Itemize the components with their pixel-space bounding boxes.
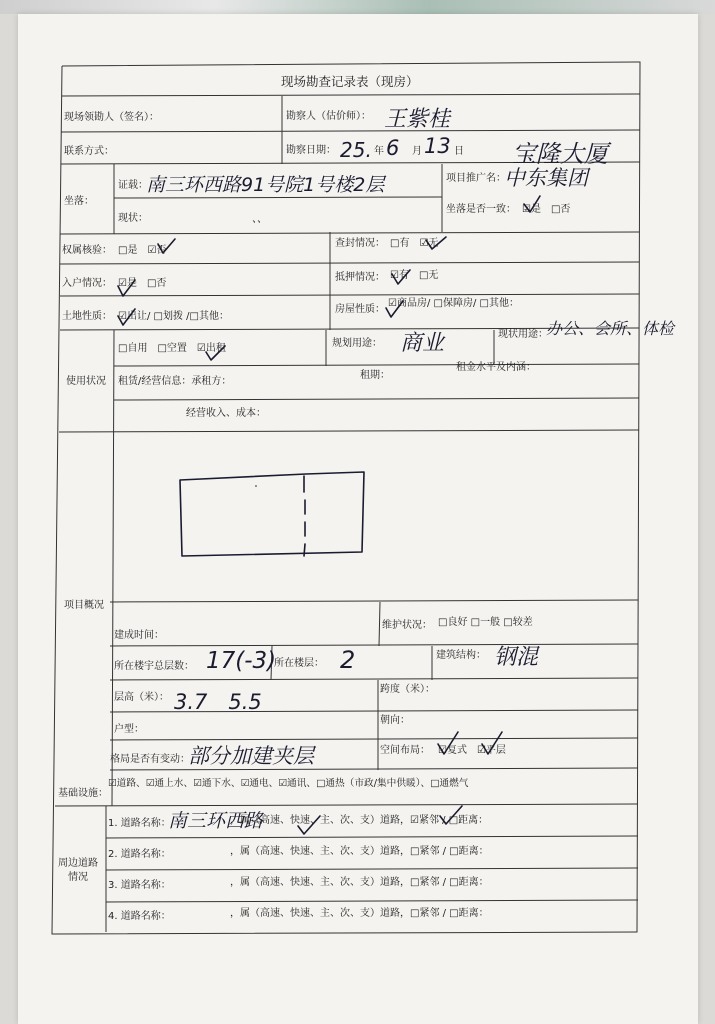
- road-2-prefix: 2. 道路名称：: [108, 849, 171, 860]
- survey-year: 25.: [340, 138, 372, 162]
- roads-label-line1: 周边道路: [58, 858, 98, 869]
- surveyor-signature: 王紫桂: [384, 107, 451, 132]
- operating-income-label: 经营收入、成本：: [186, 408, 266, 419]
- road-1-suffix: ，属（高速、快速、主、次、支）道路，☑紧邻 / □距离：: [230, 815, 489, 826]
- current-use-label: 现状用途：: [498, 329, 548, 340]
- maintenance-options: □良好 □一般 □较差: [438, 617, 533, 628]
- infrastructure-label: 基础设施：: [58, 788, 108, 799]
- structure-value: 钢混: [494, 645, 539, 670]
- road-4-suffix: ，属（高速、快速、主、次、支）道路，□紧邻 / □距离：: [230, 908, 489, 919]
- location-consistent-options: ☑是 □否: [522, 204, 571, 215]
- entry-status-label: 入户情况：: [62, 278, 112, 289]
- form-title: 现场勘查记录表（现房）: [281, 74, 419, 89]
- floor-value: 2: [340, 646, 356, 674]
- space-layout-options: ☑复式 ☑平层: [438, 745, 506, 756]
- ownership-label: 权属核验：: [62, 245, 112, 256]
- seal-status-options: □有 ☑无: [390, 238, 439, 249]
- location-label: 坐落：: [64, 196, 94, 207]
- current-use-value: 办公、会所、体检: [546, 319, 675, 338]
- road-2-suffix: ，属（高速、快速、主、次、支）道路，□紧邻 / □距离：: [230, 846, 489, 857]
- planned-use-value: 商业: [400, 331, 445, 356]
- location-consistent-label: 坐落是否一致：: [446, 204, 516, 215]
- land-type-options: ☑出让/ □划拨 /□其他：: [118, 311, 229, 322]
- floor-plan-sketch: [180, 472, 364, 556]
- unit-type-label: 户型：: [114, 724, 144, 735]
- road-4-prefix: 4. 道路名称：: [108, 911, 171, 922]
- floor-height-label: 层高（米）：: [114, 692, 169, 703]
- rent-level-label: 租金水平及内涵：: [456, 362, 536, 373]
- space-layout-label: 空间布局：: [380, 745, 430, 756]
- layout-change-label: 格局是否有变动：: [110, 754, 190, 765]
- lease-term-label: 租期：: [360, 370, 390, 381]
- contact-label: 联系方式：: [64, 146, 114, 157]
- floor-height-value: 3.7 5.5: [174, 690, 262, 714]
- maintenance-label: 维护状况：: [382, 620, 432, 631]
- cert-location-value: 南三环西路91号院1号楼2层: [146, 174, 385, 196]
- surveyor-label: 勘察人（估价师）：: [286, 111, 371, 122]
- road-1-name: 南三环西路: [168, 810, 264, 832]
- land-type-label: 土地性质：: [62, 311, 112, 322]
- survey-date-label: 勘察日期：: [286, 145, 336, 156]
- guide-signature-label: 现场领勘人（签名）：: [64, 112, 159, 123]
- seal-status-label: 查封情况：: [335, 238, 385, 249]
- orientation-label: 朝向：: [380, 715, 410, 726]
- floor-label: 所在楼层：: [274, 658, 324, 669]
- planned-use-label: 规划用途：: [332, 338, 382, 349]
- current-location-label: 现状：: [118, 213, 148, 224]
- built-year-label: 建成时间：: [114, 630, 164, 641]
- pledge-status-options: ☑有 □无: [390, 270, 439, 281]
- entry-status-options: ☑是 □否: [118, 278, 167, 289]
- current-location-value: 、、: [252, 214, 267, 225]
- month-unit: 月: [412, 146, 422, 157]
- pledge-status-label: 抵押情况：: [335, 272, 385, 283]
- day-unit: 日: [454, 146, 464, 157]
- road-3-prefix: 3. 道路名称：: [108, 880, 171, 891]
- survey-day: 13: [424, 134, 451, 158]
- span-label: 跨度（米）：: [380, 684, 435, 695]
- total-floors-value: 17(-3): [206, 648, 277, 674]
- ownership-options: □是 ☑否: [118, 245, 167, 256]
- usage-section-label: 使用状况: [66, 376, 106, 387]
- project-name-value: 中东集团: [504, 166, 588, 190]
- road-3-suffix: ，属（高速、快速、主、次、支）道路，□紧邻 / □距离：: [230, 877, 489, 888]
- house-type-label: 房屋性质：: [335, 304, 385, 315]
- building-name-note: 宝隆大厦: [512, 140, 608, 168]
- year-unit: 年: [374, 146, 384, 157]
- lease-info-label: 租赁/经营信息：承租方：: [118, 376, 232, 387]
- house-type-options: ☑商品房/ □保障房/ □其他：: [388, 298, 519, 309]
- total-floors-label: 所在楼宇总层数：: [114, 661, 194, 672]
- structure-label: 建筑结构：: [436, 650, 486, 661]
- layout-change-value: 部分加建夹层: [188, 744, 314, 768]
- road-1-prefix: 1. 道路名称：: [108, 818, 171, 829]
- roads-label-line2: 情况: [68, 872, 88, 883]
- survey-month: 6: [386, 136, 400, 160]
- project-overview-label: 项目概况: [64, 600, 104, 611]
- project-name-label: 项目推广名：: [446, 173, 506, 184]
- usage-options: □自用 □空置 ☑出租: [118, 343, 226, 354]
- cert-location-label: 证载：: [118, 180, 148, 191]
- infrastructure-options: ☑道路、☑通上水、☑通下水、☑通电、☑通讯、□通热（市政/集中供暖）、□通燃气: [108, 778, 469, 789]
